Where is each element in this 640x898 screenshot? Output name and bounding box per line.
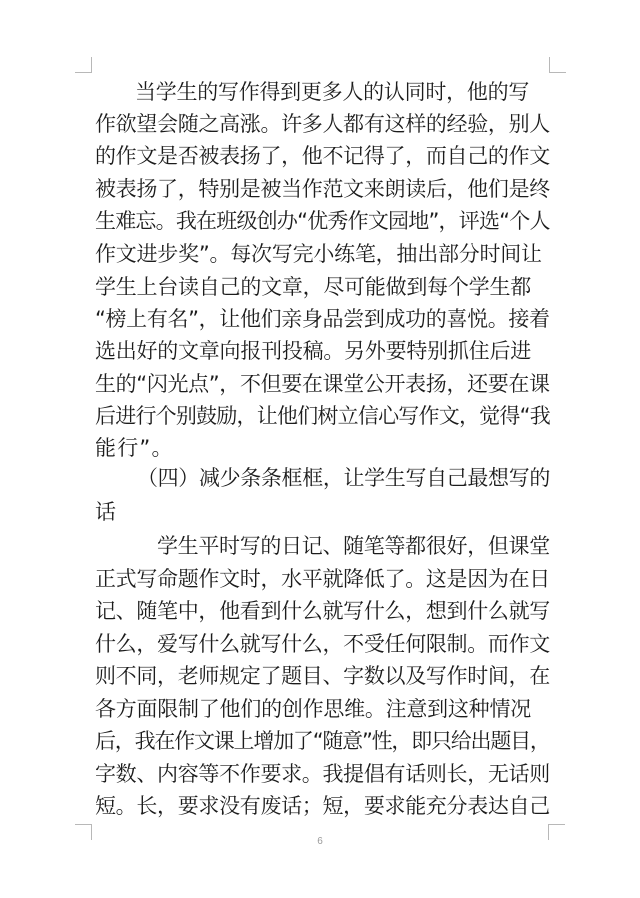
text-line: 作文进步奖”。每次写完小练笔，抽出部分时间让 <box>95 242 542 266</box>
text-line: “榜上有名”，让他们亲身品尝到成功的喜悦。接着 <box>95 307 550 331</box>
page-number: 6 <box>317 836 323 847</box>
text-line: 能行”。 <box>95 436 174 460</box>
text-line: 的作文是否被表扬了，他不记得了，而自己的作文 <box>95 144 550 168</box>
text-line: 什么，爱写什么就写什么，不受任何限制。而作文 <box>95 632 550 656</box>
text-line: 后进行个别鼓励，让他们树立信心写作文，觉得“我 <box>95 404 550 428</box>
text-line: 正式写命题作文时，水平就降低了。这是因为在日 <box>95 567 550 591</box>
text-line: 学生上台读自己的文章，尽可能做到每个学生都 <box>95 275 531 299</box>
margin-corner-bottom-right <box>548 824 565 840</box>
text-line: 生的“闪光点”，不但要在课堂公开表扬，还要在课 <box>95 372 550 396</box>
text-line: 话 <box>95 500 118 524</box>
text-line: 记、随笔中，他看到什么就写什么，想到什么就写 <box>95 599 550 623</box>
text-line: 选出好的文章向报刊投稿。另外要特别抓住后进 <box>95 339 531 363</box>
margin-corner-top-left <box>75 57 92 73</box>
text-line: 被表扬了，特别是被当作范文来朗读后，他们是终 <box>95 177 550 201</box>
text-line: 则不同，老师规定了题目、字数以及写作时间，在 <box>95 664 550 688</box>
text-line: 各方面限制了他们的创作思维。注意到这种情况 <box>95 697 531 721</box>
margin-corner-top-right <box>549 57 566 73</box>
text-line: 生难忘。我在班级创办“优秀作文园地”，评选“个人 <box>95 209 550 233</box>
text-line: 作欲望会随之高涨。许多人都有这样的经验，别人 <box>95 112 550 136</box>
text-line: 字数、内容等不作要求。我提倡有话则长，无话则 <box>95 762 550 786</box>
text-line: （四）减少条条框框，让学生写自己最想写的 <box>137 466 550 490</box>
margin-corner-bottom-left <box>75 824 92 840</box>
text-line: 当学生的写作得到更多人的认同时，他的写 <box>135 80 530 104</box>
text-line: 后，我在作文课上增加了“随意”性，即只给出题目， <box>95 729 550 753</box>
text-line: 学生平时写的日记、随笔等都很好，但课堂 <box>157 534 550 558</box>
text-line: 短。长，要求没有废话；短，要求能充分表达自己 <box>95 794 550 818</box>
